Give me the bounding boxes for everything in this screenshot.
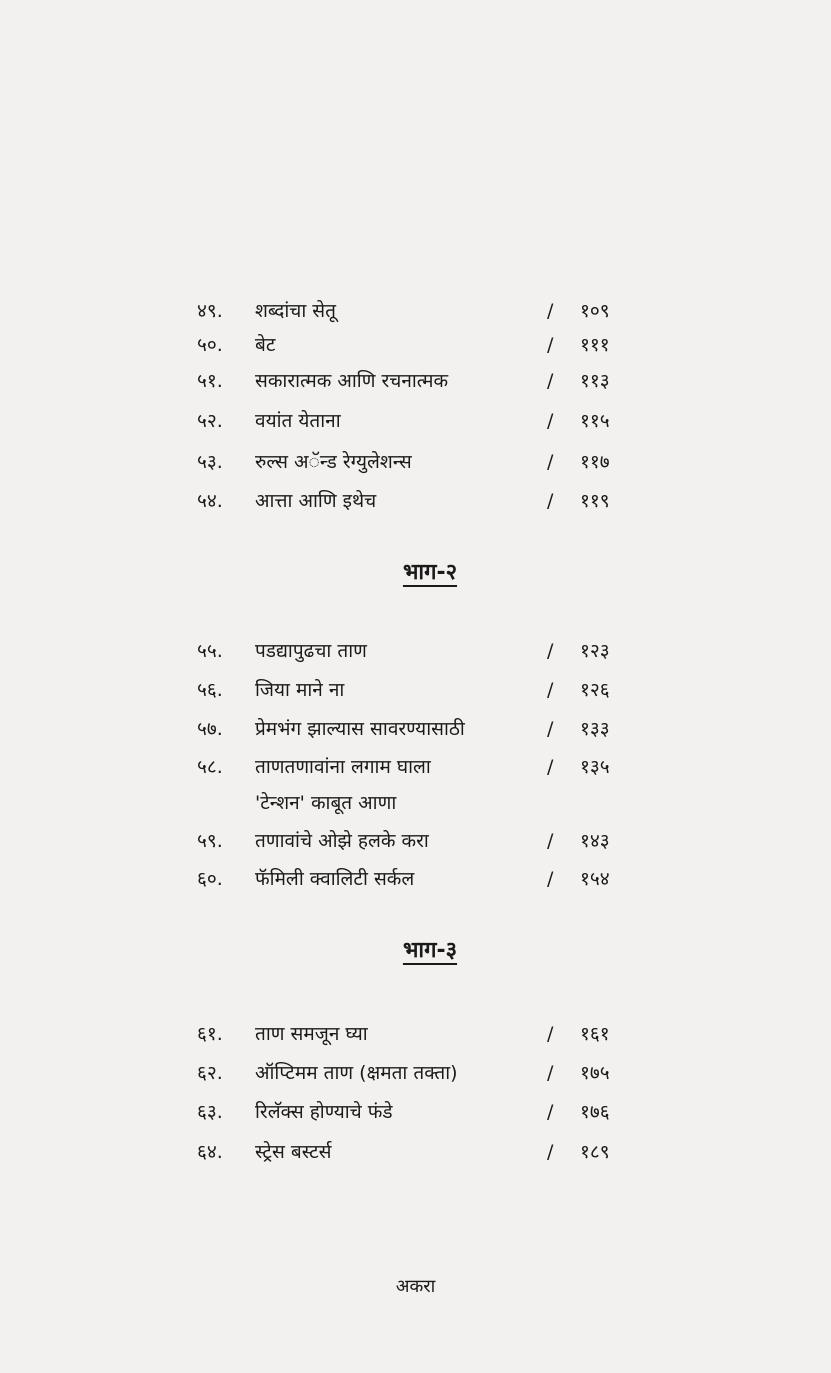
toc-entry — [197, 1056, 627, 1090]
entry-title: आत्ता आणि इथेच — [255, 490, 377, 512]
toc-entry — [197, 712, 627, 746]
entry-number: ५२. — [197, 410, 223, 432]
entry-number: ६४. — [197, 1141, 223, 1163]
entry-title: ताण समजून घ्या — [255, 1023, 368, 1045]
entry-number: ४९. — [197, 300, 223, 322]
toc-entry — [197, 862, 627, 896]
entry-title: सकारात्मक आणि रचनात्मक — [255, 370, 449, 392]
entry-title: रिलॅक्स होण्याचे फंडे — [255, 1101, 393, 1123]
separator: / — [547, 830, 554, 852]
entry-page: १०९ — [580, 300, 610, 322]
entry-title: वयांत येताना — [255, 410, 341, 432]
toc-entry — [197, 824, 627, 858]
entry-page: १८९ — [580, 1141, 610, 1163]
separator: / — [547, 1023, 554, 1045]
toc-entry — [197, 750, 627, 784]
toc-entry — [197, 294, 627, 328]
toc-entry — [197, 673, 627, 707]
toc-entry — [197, 364, 627, 398]
separator: / — [547, 1141, 554, 1163]
entry-title: स्ट्रेस बस्टर्स — [255, 1141, 332, 1163]
entry-number: ६२. — [197, 1062, 223, 1084]
entry-page: १४३ — [580, 830, 610, 852]
separator: / — [547, 756, 554, 778]
separator: / — [547, 334, 554, 356]
separator: / — [547, 679, 554, 701]
entry-number: ५६. — [197, 679, 223, 701]
toc-entry — [197, 445, 627, 479]
separator: / — [547, 640, 554, 662]
entry-title: प्रेमभंग झाल्यास सावरण्यासाठी — [255, 718, 465, 740]
entry-page: १७५ — [580, 1062, 610, 1084]
entry-number: ५४. — [197, 490, 223, 512]
entry-page: ११३ — [580, 370, 610, 392]
toc-entry — [197, 1095, 627, 1129]
entry-page: १२६ — [580, 679, 610, 701]
separator: / — [547, 410, 554, 432]
entry-subtitle: 'टेन्शन' काबूत आणा — [255, 792, 397, 814]
separator: / — [547, 1101, 554, 1123]
entry-page: ११७ — [580, 451, 610, 473]
toc-entry — [197, 328, 627, 362]
section-heading-part-2: भाग-२ — [402, 560, 458, 585]
entry-title: शब्दांचा सेतू — [255, 300, 336, 322]
toc-entry — [197, 484, 627, 518]
entry-title: तणावांचे ओझे हलके करा — [255, 830, 429, 852]
entry-title: रुल्स अॅन्ड रेग्युलेशन्स — [255, 451, 412, 473]
separator: / — [547, 868, 554, 890]
entry-number: ५७. — [197, 718, 223, 740]
entry-page: १११ — [580, 334, 610, 356]
entry-number: ६३. — [197, 1101, 223, 1123]
entry-page: ११९ — [580, 490, 610, 512]
entry-number: ५०. — [197, 334, 223, 356]
entry-page: ११५ — [580, 410, 610, 432]
entry-title: जिया माने ना — [255, 679, 345, 701]
entry-page: १३५ — [580, 756, 610, 778]
section-heading-part-3: भाग-३ — [402, 938, 458, 963]
entry-page: १२३ — [580, 640, 610, 662]
separator: / — [547, 370, 554, 392]
entry-page: १३३ — [580, 718, 610, 740]
toc-entry — [197, 404, 627, 438]
toc-entry — [197, 1135, 627, 1169]
entry-number: ५५. — [197, 640, 223, 662]
entry-title: ऑप्टिमम ताण (क्षमता तक्ता) — [255, 1062, 458, 1084]
separator: / — [547, 300, 554, 322]
entry-number: ६०. — [197, 868, 223, 890]
toc-entry — [197, 634, 627, 668]
entry-page: १५४ — [580, 868, 610, 890]
entry-page: १६१ — [580, 1023, 610, 1045]
entry-title: फॅमिली क्वालिटी सर्कल — [255, 868, 415, 890]
page-footer-number: अकरा — [395, 1276, 436, 1297]
entry-title: पडद्यापुढचा ताण — [255, 640, 367, 662]
separator: / — [547, 718, 554, 740]
entry-number: ५३. — [197, 451, 223, 473]
toc-entry — [197, 1017, 627, 1051]
entry-page: १७६ — [580, 1101, 610, 1123]
entry-number: ५१. — [197, 370, 223, 392]
entry-title: बेट — [255, 334, 276, 356]
separator: / — [547, 1062, 554, 1084]
entry-number: ५८. — [197, 756, 223, 778]
separator: / — [547, 451, 554, 473]
separator: / — [547, 490, 554, 512]
entry-number: ५९. — [197, 830, 223, 852]
entry-title: ताणतणावांना लगाम घाला — [255, 756, 431, 778]
entry-number: ६१. — [197, 1023, 223, 1045]
